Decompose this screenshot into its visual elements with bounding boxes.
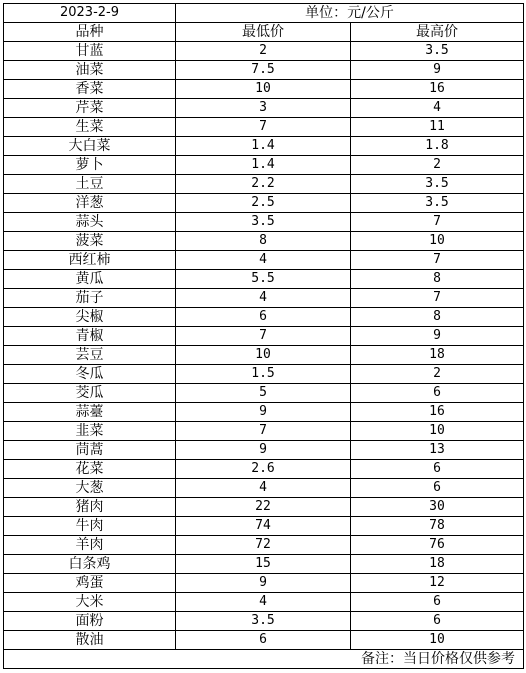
unit-cell: 单位：元/公斤: [176, 4, 524, 23]
table-row: [4, 612, 524, 631]
min-price-cell: 15: [176, 555, 351, 574]
table-row: [4, 498, 524, 517]
table-row: [4, 61, 524, 80]
min-price-cell: 5: [176, 384, 351, 403]
table-row: [4, 251, 524, 270]
max-price-cell: 10: [351, 631, 524, 650]
price-table: [3, 3, 524, 669]
table-row: [4, 346, 524, 365]
variety-cell: 白条鸡: [4, 555, 176, 574]
variety-cell: 蒜头: [4, 213, 176, 232]
min-price-cell: 7: [176, 327, 351, 346]
table-row: [4, 403, 524, 422]
max-price-cell: 16: [351, 80, 524, 99]
min-price-cell: 6: [176, 631, 351, 650]
variety-cell: 面粉: [4, 612, 176, 631]
min-price-cell: 7: [176, 422, 351, 441]
min-price-cell: 7: [176, 118, 351, 137]
max-price-cell: 3.5: [351, 175, 524, 194]
min-price-cell: 9: [176, 574, 351, 593]
table-row: [4, 384, 524, 403]
table-row: [4, 213, 524, 232]
min-price-cell: 72: [176, 536, 351, 555]
min-price-cell: 74: [176, 517, 351, 536]
table-row: [4, 308, 524, 327]
variety-cell: 散油: [4, 631, 176, 650]
variety-cell: 茼蒿: [4, 441, 176, 460]
variety-cell: 茄子: [4, 289, 176, 308]
table-row: [4, 593, 524, 612]
min-price-cell: 10: [176, 80, 351, 99]
max-price-cell: 16: [351, 403, 524, 422]
table-row: [4, 137, 524, 156]
table-row: [4, 99, 524, 118]
table-row: [4, 175, 524, 194]
footer-note: 备注：当日价格仅供参考: [4, 650, 524, 669]
min-price-cell: 3.5: [176, 612, 351, 631]
variety-cell: 大白菜: [4, 137, 176, 156]
variety-cell: 洋葱: [4, 194, 176, 213]
max-price-cell: 8: [351, 270, 524, 289]
max-price-cell: 8: [351, 308, 524, 327]
variety-cell: 油菜: [4, 61, 176, 80]
max-price-cell: 2: [351, 365, 524, 384]
table-row: [4, 422, 524, 441]
min-price-cell: 10: [176, 346, 351, 365]
max-price-cell: 78: [351, 517, 524, 536]
table-row: [4, 270, 524, 289]
max-price-cell: 18: [351, 555, 524, 574]
min-price-cell: 3: [176, 99, 351, 118]
variety-cell: 土豆: [4, 175, 176, 194]
table-row: [4, 631, 524, 650]
variety-cell: 西红柿: [4, 251, 176, 270]
variety-cell: 甘蓝: [4, 42, 176, 61]
max-price-cell: 4: [351, 99, 524, 118]
variety-cell: 香菜: [4, 80, 176, 99]
variety-cell: 羊肉: [4, 536, 176, 555]
variety-cell: 牛肉: [4, 517, 176, 536]
min-price-cell: 4: [176, 289, 351, 308]
min-price-cell: 4: [176, 479, 351, 498]
min-price-cell: 2.5: [176, 194, 351, 213]
variety-cell: 鸡蛋: [4, 574, 176, 593]
max-price-cell: 10: [351, 422, 524, 441]
max-price-cell: 3.5: [351, 42, 524, 61]
price-sheet: [3, 3, 523, 669]
column-header-variety: 品种: [4, 23, 176, 42]
table-row: [4, 536, 524, 555]
min-price-cell: 9: [176, 441, 351, 460]
variety-cell: 韭菜: [4, 422, 176, 441]
min-price-cell: 5.5: [176, 270, 351, 289]
table-row: [4, 574, 524, 593]
table-row: [4, 80, 524, 99]
max-price-cell: 6: [351, 460, 524, 479]
min-price-cell: 6: [176, 308, 351, 327]
max-price-cell: 11: [351, 118, 524, 137]
variety-cell: 青椒: [4, 327, 176, 346]
max-price-cell: 2: [351, 156, 524, 175]
max-price-cell: 6: [351, 612, 524, 631]
variety-cell: 菠菜: [4, 232, 176, 251]
min-price-cell: 1.4: [176, 137, 351, 156]
variety-cell: 大米: [4, 593, 176, 612]
max-price-cell: 12: [351, 574, 524, 593]
footer-row: [4, 650, 524, 669]
column-header-max-price: 最高价: [351, 23, 524, 42]
variety-cell: 萝卜: [4, 156, 176, 175]
date-cell: 2023-2-9: [4, 4, 176, 23]
max-price-cell: 3.5: [351, 194, 524, 213]
table-row: [4, 118, 524, 137]
table-row: [4, 441, 524, 460]
max-price-cell: 6: [351, 479, 524, 498]
min-price-cell: 4: [176, 593, 351, 612]
table-row: [4, 365, 524, 384]
max-price-cell: 30: [351, 498, 524, 517]
table-row: [4, 232, 524, 251]
max-price-cell: 10: [351, 232, 524, 251]
min-price-cell: 4: [176, 251, 351, 270]
variety-cell: 茭瓜: [4, 384, 176, 403]
table-row: [4, 327, 524, 346]
max-price-cell: 6: [351, 384, 524, 403]
min-price-cell: 3.5: [176, 213, 351, 232]
variety-cell: 大葱: [4, 479, 176, 498]
variety-cell: 黄瓜: [4, 270, 176, 289]
variety-cell: 猪肉: [4, 498, 176, 517]
variety-cell: 尖椒: [4, 308, 176, 327]
price-table-body: [4, 4, 524, 669]
column-header-min-price: 最低价: [176, 23, 351, 42]
table-row: [4, 517, 524, 536]
variety-cell: 花菜: [4, 460, 176, 479]
table-row: [4, 156, 524, 175]
max-price-cell: 1.8: [351, 137, 524, 156]
min-price-cell: 1.4: [176, 156, 351, 175]
variety-cell: 芹菜: [4, 99, 176, 118]
variety-cell: 冬瓜: [4, 365, 176, 384]
max-price-cell: 7: [351, 213, 524, 232]
min-price-cell: 2: [176, 42, 351, 61]
table-row: [4, 42, 524, 61]
max-price-cell: 7: [351, 289, 524, 308]
max-price-cell: 6: [351, 593, 524, 612]
min-price-cell: 7.5: [176, 61, 351, 80]
table-row: [4, 460, 524, 479]
min-price-cell: 8: [176, 232, 351, 251]
table-row: [4, 479, 524, 498]
max-price-cell: 18: [351, 346, 524, 365]
min-price-cell: 22: [176, 498, 351, 517]
variety-cell: 芸豆: [4, 346, 176, 365]
min-price-cell: 1.5: [176, 365, 351, 384]
max-price-cell: 9: [351, 327, 524, 346]
column-header-row: [4, 23, 524, 42]
max-price-cell: 76: [351, 536, 524, 555]
max-price-cell: 7: [351, 251, 524, 270]
table-row: [4, 289, 524, 308]
min-price-cell: 9: [176, 403, 351, 422]
max-price-cell: 13: [351, 441, 524, 460]
max-price-cell: 9: [351, 61, 524, 80]
variety-cell: 生菜: [4, 118, 176, 137]
header-row: [4, 4, 524, 23]
table-row: [4, 555, 524, 574]
min-price-cell: 2.6: [176, 460, 351, 479]
min-price-cell: 2.2: [176, 175, 351, 194]
variety-cell: 蒜薹: [4, 403, 176, 422]
table-row: [4, 194, 524, 213]
